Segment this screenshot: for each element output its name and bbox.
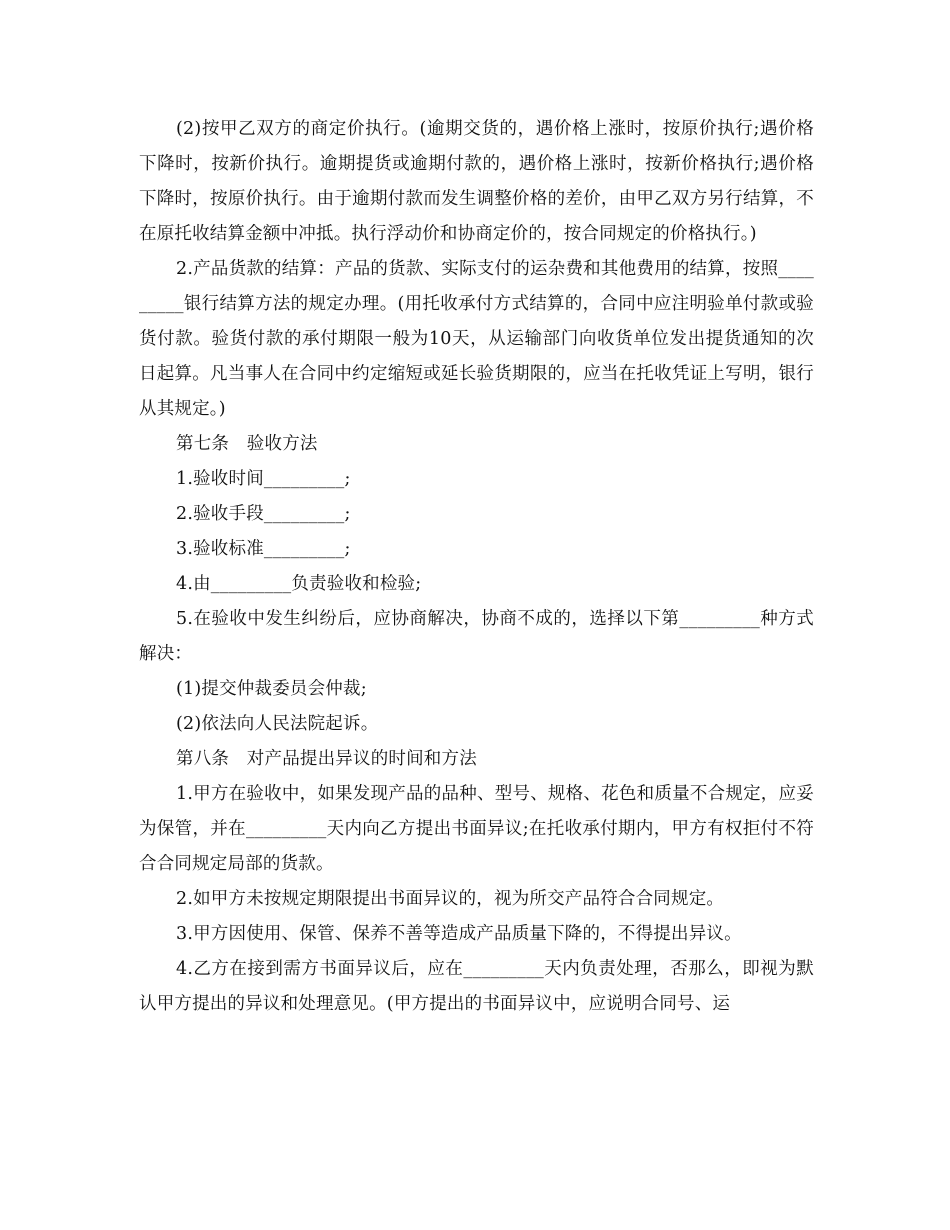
dispute-resolution-item: 5.在验收中发生纠纷后，应协商解决，协商不成的，选择以下第_________种方式解决： [139, 609, 814, 664]
article-7-heading: 第七条 验收方法 [176, 434, 318, 454]
paragraph-payment-settlement: 2.产品货款的结算：产品的货款、实际支付的运杂费和其他费用的结算，按照_________银行结算方法的规定办理。(用托收承付方式结算的，合同中应注明验单付款或验货付款。验货付款的承付期限一般为10天，从运输部门向收货单位发出提货通知的次日起算。凡当事人在合同中约定缩短或延长验货期限的，应当在托收凭证上写明，银行从其规定。) [139, 259, 814, 419]
document-body [139, 112, 814, 1022]
paragraph-price-execution: (2)按甲乙双方的商定价执行。(逾期交货的，遇价格上涨时，按原价执行;遇价格下降时，按新价执行。逾期提货或逾期付款的，遇价格上涨时，按新价格执行;遇价格下降时，按原价执行。由于逾期付款而发生调整价格的差价，由甲乙双方另行结算，不在原托收结算金额中冲抵。执行浮动价和协商定价的，按合同规定的价格执行。) [139, 119, 814, 244]
objection-item-2: 2.如甲方未按规定期限提出书面异议的，视为所交产品符合合同规定。 [176, 889, 725, 909]
article-8-heading: 第八条 对产品提出异议的时间和方法 [176, 749, 477, 769]
objection-item-3: 3.甲方因使用、保管、保养不善等造成产品质量下降的，不得提出异议。 [176, 924, 742, 944]
inspection-responsible-item: 4.由_________负责验收和检验; [176, 574, 422, 594]
objection-item-1: 1.甲方在验收中，如果发现产品的品种、型号、规格、花色和质量不合规定，应妥为保管，并在_________天内向乙方提出书面异议;在托收承付期内，甲方有权拒付不符合合同规定局部的货款。 [139, 784, 814, 874]
court-option: (2)依法向人民法院起诉。 [176, 714, 379, 734]
inspection-means-item: 2.验收手段_________; [176, 504, 351, 524]
arbitration-option: (1)提交仲裁委员会仲裁; [176, 679, 367, 699]
inspection-time-item: 1.验收时间_________; [176, 469, 351, 489]
inspection-standard-item: 3.验收标准_________; [176, 539, 351, 559]
objection-item-4: 4.乙方在接到需方书面异议后，应在_________天内负责处理，否那么，即视为默认甲方提出的异议和处理意见。(甲方提出的书面异议中，应说明合同号、运 [139, 959, 814, 1014]
